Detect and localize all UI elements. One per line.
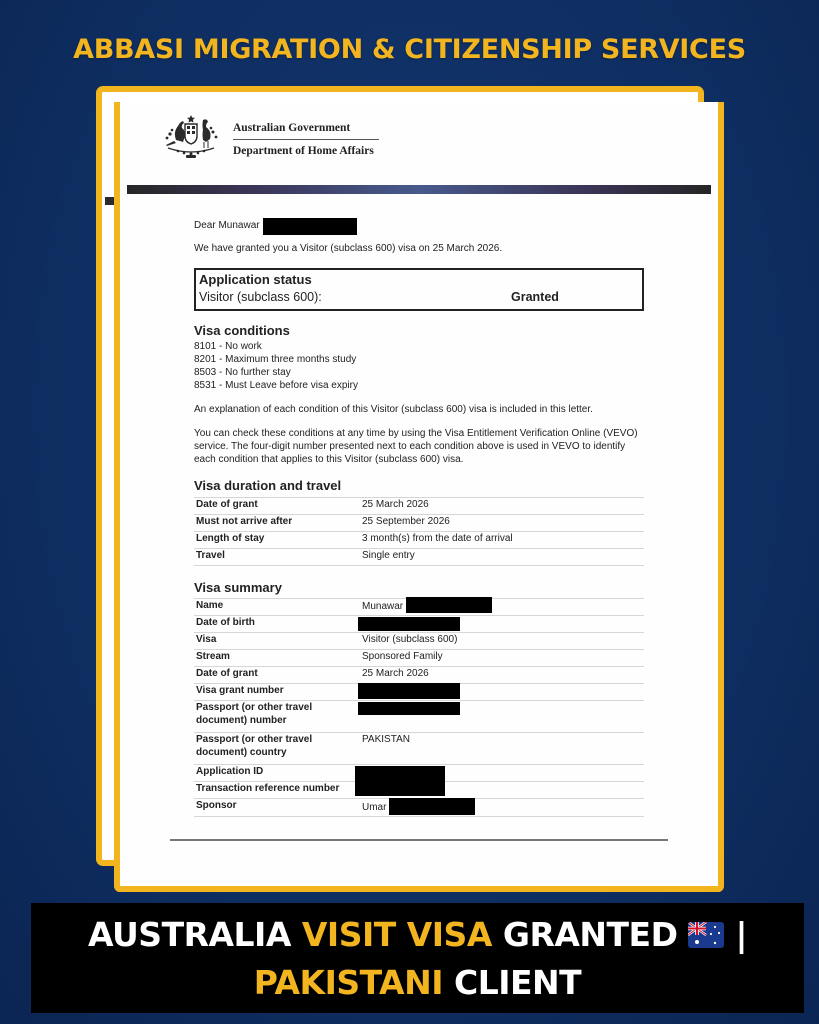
condition-item: 8503 - No further stay — [194, 366, 291, 378]
row-value: PAKISTAN — [360, 733, 644, 765]
duration-heading: Visa duration and travel — [194, 478, 342, 494]
row-key: Travel — [194, 548, 360, 565]
row-value — [360, 683, 644, 700]
intro-text: We have granted you a Visitor (subclass 600) visa on 25 March 2026. — [194, 243, 503, 254]
table-row — [194, 799, 644, 817]
grant-letter — [194, 217, 644, 817]
row-value: 3 month(s) from the date of arrival — [360, 531, 644, 548]
summary-heading: Visa summary — [194, 579, 282, 595]
table-row — [194, 632, 644, 649]
salutation-text: Dear Munawar — [194, 219, 260, 231]
name-value: Munawar — [362, 600, 404, 612]
table-row — [194, 733, 644, 765]
row-key: Visa grant number — [194, 683, 360, 700]
status-row — [199, 290, 639, 306]
row-key: Passport (or other travel document) number — [194, 701, 360, 733]
row-value — [360, 598, 644, 615]
conditions-explanation: An explanation of each condition of this Visitor (subclass 600) visa is included in this letter. — [194, 403, 593, 415]
table-row — [194, 649, 644, 666]
row-value: 25 September 2026 — [360, 514, 644, 531]
banner-highlight: PAKISTANI — [253, 963, 443, 1002]
row-key: Stream — [194, 649, 360, 666]
row-key: Application ID — [194, 765, 360, 782]
redacted-block — [358, 702, 460, 715]
vevo-text: You can check these conditions at any time by using the Visa Entitlement Verification Online (VEVO) service. The four-digit number presented next to each condition above is used in VEVO to identify each condition that applies to this Visitor (subclass 600) visa. — [194, 428, 638, 466]
salutation — [194, 217, 644, 235]
table-row — [194, 666, 644, 683]
letterhead-government: Australian Government — [233, 122, 379, 140]
letterhead-department: Department of Home Affairs — [233, 145, 374, 157]
banner-line-2 — [31, 959, 804, 1007]
redacted-block — [358, 683, 460, 699]
caption-banner — [31, 903, 804, 1013]
table-row — [194, 531, 644, 548]
redacted-block — [358, 617, 460, 631]
table-row — [194, 598, 644, 615]
table-row — [194, 615, 644, 632]
duration-table — [194, 497, 644, 566]
row-value: Single entry — [360, 548, 644, 565]
letter-footer-rule — [170, 839, 668, 841]
row-key: Sponsor — [194, 799, 360, 817]
summary-table — [194, 598, 644, 817]
australian-coat-of-arms-icon — [158, 110, 224, 160]
status-label: Visitor (subclass 600): — [199, 289, 322, 304]
row-key: Length of stay — [194, 531, 360, 548]
application-status-box — [194, 268, 644, 311]
row-key: Date of grant — [194, 666, 360, 683]
row-value — [360, 765, 644, 782]
condition-item: 8531 - Must Leave before visa expiry — [194, 379, 358, 391]
banner-line-1 — [31, 911, 804, 959]
row-key: Visa — [194, 632, 360, 649]
row-value: 25 March 2026 — [360, 497, 644, 514]
status-title: Application status — [199, 271, 312, 287]
row-value — [360, 799, 644, 817]
table-row — [194, 683, 644, 700]
banner-text: AUSTRALIA — [87, 915, 302, 954]
banner-text: CLIENT — [443, 963, 582, 1002]
table-row — [194, 765, 644, 782]
status-value: Granted — [511, 289, 559, 304]
letterhead — [233, 122, 379, 157]
brand-title: ABBASI MIGRATION & CITIZENSHIP SERVICES — [73, 34, 746, 65]
redacted-block — [389, 798, 475, 815]
condition-item: 8201 - Maximum three months study — [194, 353, 357, 365]
table-row — [194, 514, 644, 531]
banner-highlight: VISIT VISA — [301, 915, 492, 954]
table-row — [194, 497, 644, 514]
sponsor-value: Umar — [362, 802, 387, 814]
banner-separator: | — [724, 915, 747, 954]
conditions-list — [194, 340, 644, 392]
table-row — [194, 701, 644, 733]
banner-text: GRANTED — [491, 915, 689, 954]
row-value — [360, 615, 644, 632]
table-row — [194, 548, 644, 565]
row-key: Name — [194, 598, 360, 615]
redacted-block — [406, 597, 492, 613]
row-key: Date of grant — [194, 497, 360, 514]
row-value — [360, 701, 644, 733]
row-key: Must not arrive after — [194, 514, 360, 531]
row-key: Date of birth — [194, 615, 360, 632]
conditions-heading: Visa conditions — [194, 322, 290, 338]
row-value: Sponsored Family — [360, 649, 644, 666]
row-key: Passport (or other travel document) country — [194, 733, 360, 765]
row-key: Transaction reference number — [194, 782, 360, 799]
row-value: Visitor (subclass 600) — [360, 632, 644, 649]
redacted-block — [355, 766, 445, 796]
letterhead-divider-bar — [127, 185, 711, 194]
australia-flag-icon — [688, 922, 724, 948]
redacted-surname — [263, 218, 357, 235]
condition-item: 8101 - No work — [194, 340, 262, 352]
row-value: 25 March 2026 — [360, 666, 644, 683]
